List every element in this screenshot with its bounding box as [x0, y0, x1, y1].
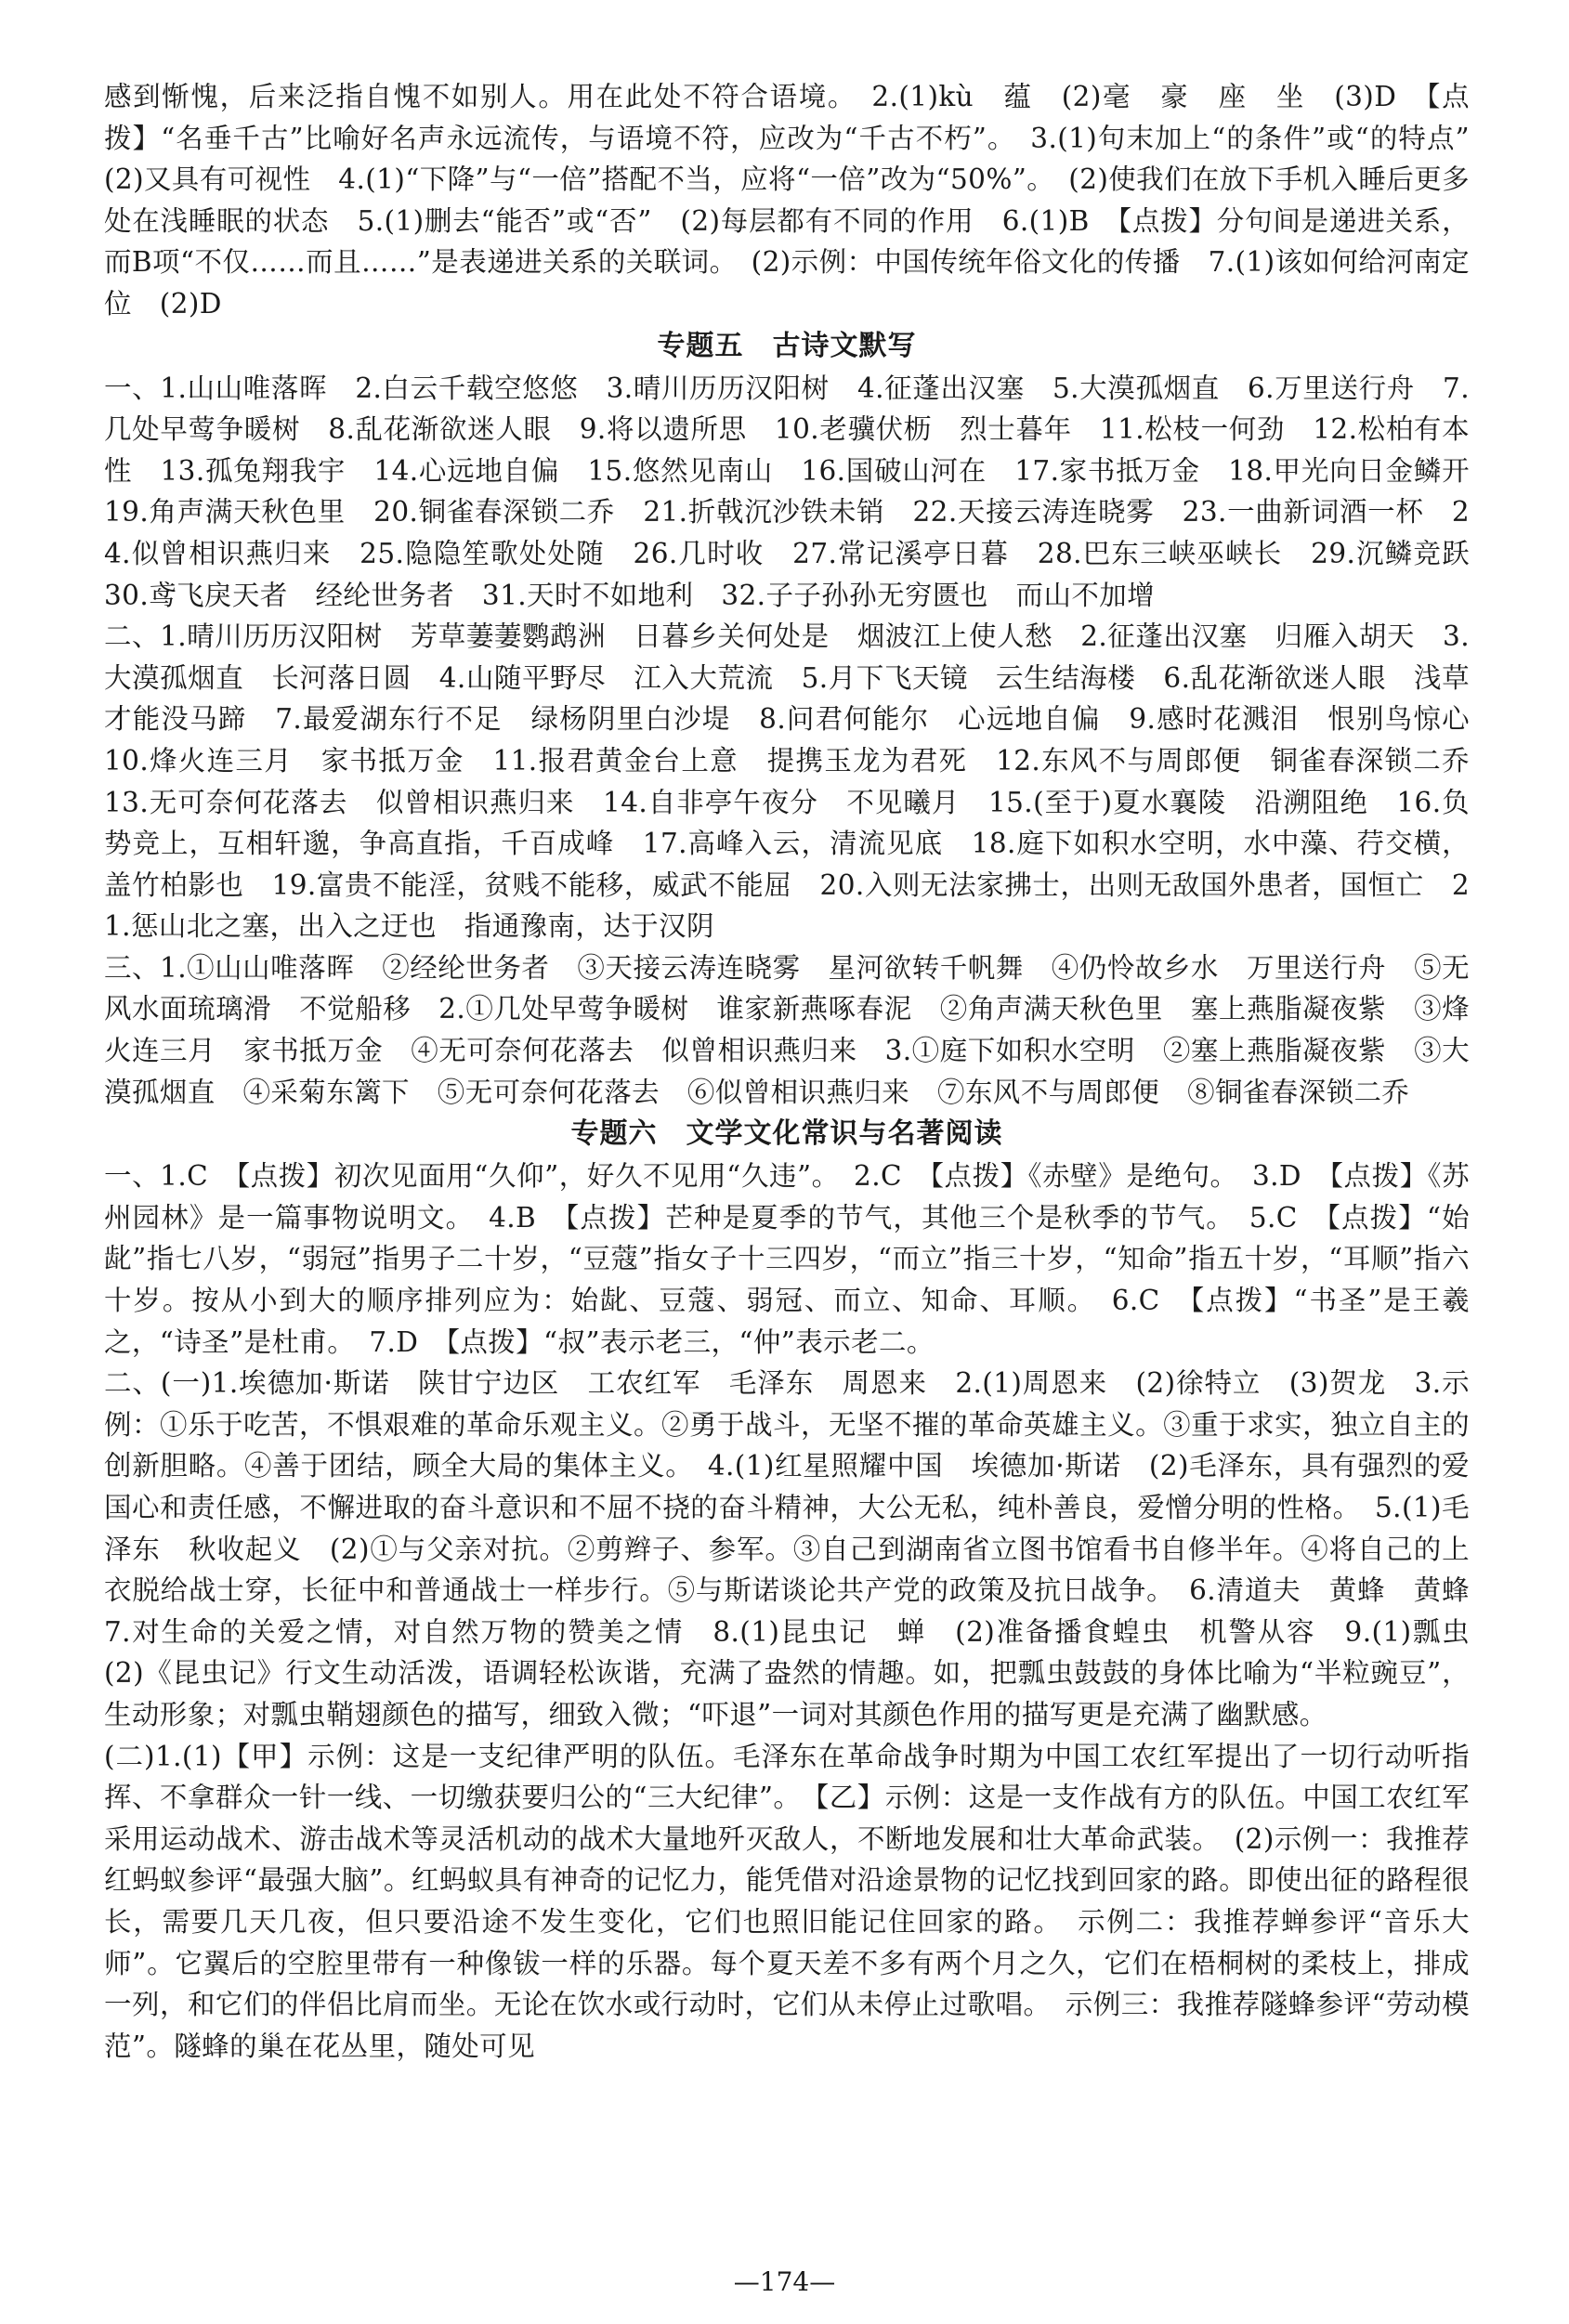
section5-part1: 一、1.山山唯落晖 2.白云千载空悠悠 3.晴川历历汉阳树 4.征蓬出汉塞 5.大漠孤烟直 6.万里送行舟 7.几处早莺争暖树 8.乱花渐欲迷人眼 9.将以遗所思 10.老骥伏枥 烈士暮年 11.松枝一何劲 12.松柏有本性 13.孤兔翔我宇 14.心远地自偏 15.悠然见南山 16.国破山河在 17.家书抵万金 18.甲光向日金鳞开 19.角声满天秋色里 20.铜雀春深锁二乔 21.折戟沉沙铁未销 22.天接云涛连晓雾 23.一曲新词酒一杯 24.似曾相识燕归来 25.隐隐笙歌处处随 26.几时收 27.常记溪亭日暮 28.巴东三峡巫峡长 29.沉鳞竞跃 30.鸢飞戾天者 经纶世务者 31.天时不如地利 32.子子孙孙无穷匮也 而山不加增 — [104, 372, 1497, 611]
section6-part1: 一、1.C 【点拨】初次见面用“久仰”，好久不见用“久违”。 2.C 【点拨】《赤壁》是绝句。 3.D 【点拨】《苏州园林》是一篇事物说明文。 4.B 【点拨】芒种是夏季的节气，其他三个是秋季的节气。 5.C 【点拨】“始龀”指七八岁，“弱冠”指男子二十岁，“豆蔻”指女子十三四岁，“而立”指三十岁，“知命”指五十岁，“耳顺”指六十岁。按从小到大的顺序排列应为：始龀、豆蔻、弱冠、而立、知命、耳顺。 6.C 【点拨】“书圣”是王羲之，“诗圣”是杜甫。 7.D 【点拨】“叔”表示老三，“仲”表示老二。 — [104, 1160, 1470, 1358]
section6-title: 专题六 文学文化常识与名著阅读 — [570, 1117, 1003, 1151]
section5-part2: 二、1.晴川历历汉阳树 芳草萋萋鹦鹉洲 日暮乡关何处是 烟波江上使人愁 2.征蓬出汉塞 归雁入胡天 3.大漠孤烟直 长河落日圆 4.山随平野尽 江入大荒流 5.月下飞天镜 云生结海楼 6.乱花渐欲迷人眼 浅草才能没马蹄 7.最爱湖东行不足 绿杨阴里白沙堤 8.问君何能尔 心远地自偏 9.感时花溅泪 恨别鸟惊心 10.烽火连三月 家书抵万金 11.报君黄金台上意 提携玉龙为君死 12.东风不与周郎便 铜雀春深锁二乔 13.无可奈何花落去 似曾相识燕归来 14.自非亭午夜分 不见曦月 15.(至于)夏水襄陵 沿溯阻绝 16.负势竞上，互相轩邈，争高直指，千百成峰 17.高峰入云，清流见底 18.庭下如积水空明，水中藻、荇交横，盖竹柏影也 19.富贵不能淫，贫贱不能移，威武不能屈 20.入则无法家拂士，出则无敌国外患者，国恒亡 21.惩山北之塞，出入之迂也 指通豫南，达于汉阴 — [104, 620, 1497, 943]
section5-part3: 三、1.①山山唯落晖 ②经纶世务者 ③天接云涛连晓雾 星河欲转千帆舞 ④仍怜故乡水 万里送行舟 ⑤无风水面琉璃滑 不觉船移 2.①几处早莺争暖树 谁家新燕啄春泥 ②角声满天秋色里 塞上燕脂凝夜紫 ③烽火连三月 家书抵万金 ④无可奈何花落去 似曾相识燕归来 3.①庭下如积水空明 ②塞上燕脂凝夜紫 ③大漠孤烟直 ④采菊东篱下 ⑤无可奈何花落去 ⑥似曾相识燕归来 ⑦东风不与周郎便 ⑧铜雀春深锁二乔 — [104, 951, 1470, 1108]
section6-part3: (二)1.(1)【甲】示例：这是一支纪律严明的队伍。毛泽东在革命战争时期为中国工农红军提出了一切行动听指挥、不拿群众一针一线、一切缴获要归公的“三大纪律”。 【乙】示例：这是一支作战有方的队伍。中国工农红军采用运动战术、游击战术等灵活机动的战术大量地歼灭敌人，不断地发展和壮大革命武装。 (2)示例一：我推荐红蚂蚁参评“最强大脑”。红蚂蚁具有神奇的记忆力，能凭借对沿途景物的记忆找到回家的路。即使出征的路程很长，需要几天几夜，但只要沿途不发生变化，它们也照旧能记住回家的路。 示例二：我推荐蝉参评“音乐大师”。它翼后的空腔里带有一种像钹一样的乐器。每个夏天差不多有两个月之久，它们在梧桐树的柔枝上，排成一列，和它们的伴侣比肩而坐。无论在饮水或行动时，它们从未停止过歌唱。 示例三：我推荐隧蜂参评“劳动模范”。隧蜂的巢在花丛里，随处可见 — [104, 1740, 1470, 2062]
section4-continuation: 感到惭愧，后来泛指自愧不如别人。用在此处不符合语境。 2.(1)kù 蕴 (2)毫 豪 座 坐 (3)D 【点拨】“名垂千古”比喻好名声永远流传，与语境不符，应改为“千古不朽”。 3.(1)句末加上“的条件”或“的特点” (2)又具有可视性 4.(1)“下降”与“一倍”搭配不当，应将“一倍”改为“50%”。 (2)使我们在放下手机入睡后更多处在浅睡眠的状态 5.(1)删去“能否”或“否” (2)每层都有不同的作用 6.(1)B 【点拨】分句间是递进关系，而B项“不仅……而且……”是表递进关系的关联词。 (2)示例：中国传统年俗文化的传播 7.(1)该如何给河南定位 (2)D — [104, 81, 1497, 320]
section5-title: 专题五 古诗文默写 — [657, 329, 917, 362]
section6-part2: 二、(一)1.埃德加·斯诺 陕甘宁边区 工农红军 毛泽东 周恩来 2.(1)周恩来 (2)徐特立 (3)贺龙 3.示例：①乐于吃苦，不惧艰难的革命乐观主义。②勇于战斗，无坚不摧的革命英雄主义。③重于求实，独立自主的创新胆略。④善于团结，顾全大局的集体主义。 4.(1)红星照耀中国 埃德加·斯诺 (2)毛泽东，具有强烈的爱国心和责任感，不懈进取的奋斗意识和不屈不挠的奋斗精神，大公无私，纯朴善良，爱憎分明的性格。 5.(1)毛泽东 秋收起义 (2)①与父亲对抗。②剪辫子、参军。③自己到湖南省立图书馆看书自修半年。④将自己的上衣脱给战士穿，长征中和普通战士一样步行。⑤与斯诺谈论共产党的政策及抗日战争。 6.清道夫 黄蜂 黄蜂 7.对生命的关爱之情，对自然万物的赞美之情 8.(1)昆虫记 蝉 (2)准备播食蝗虫 机警从容 9.(1)瓢虫 (2)《昆虫记》行文生动活泼，语调轻松诙谐，充满了盎然的情趣。如，把瓢虫鼓鼓的身体比喻为“半粒豌豆”，生动形象；对瓢虫鞘翅颜色的描写，细致入微；“吓退”一词对其颜色作用的描写更是充满了幽默感。 — [104, 1367, 1497, 1730]
page-number: —174— — [733, 2266, 836, 2297]
page-content — [104, 76, 1497, 2067]
